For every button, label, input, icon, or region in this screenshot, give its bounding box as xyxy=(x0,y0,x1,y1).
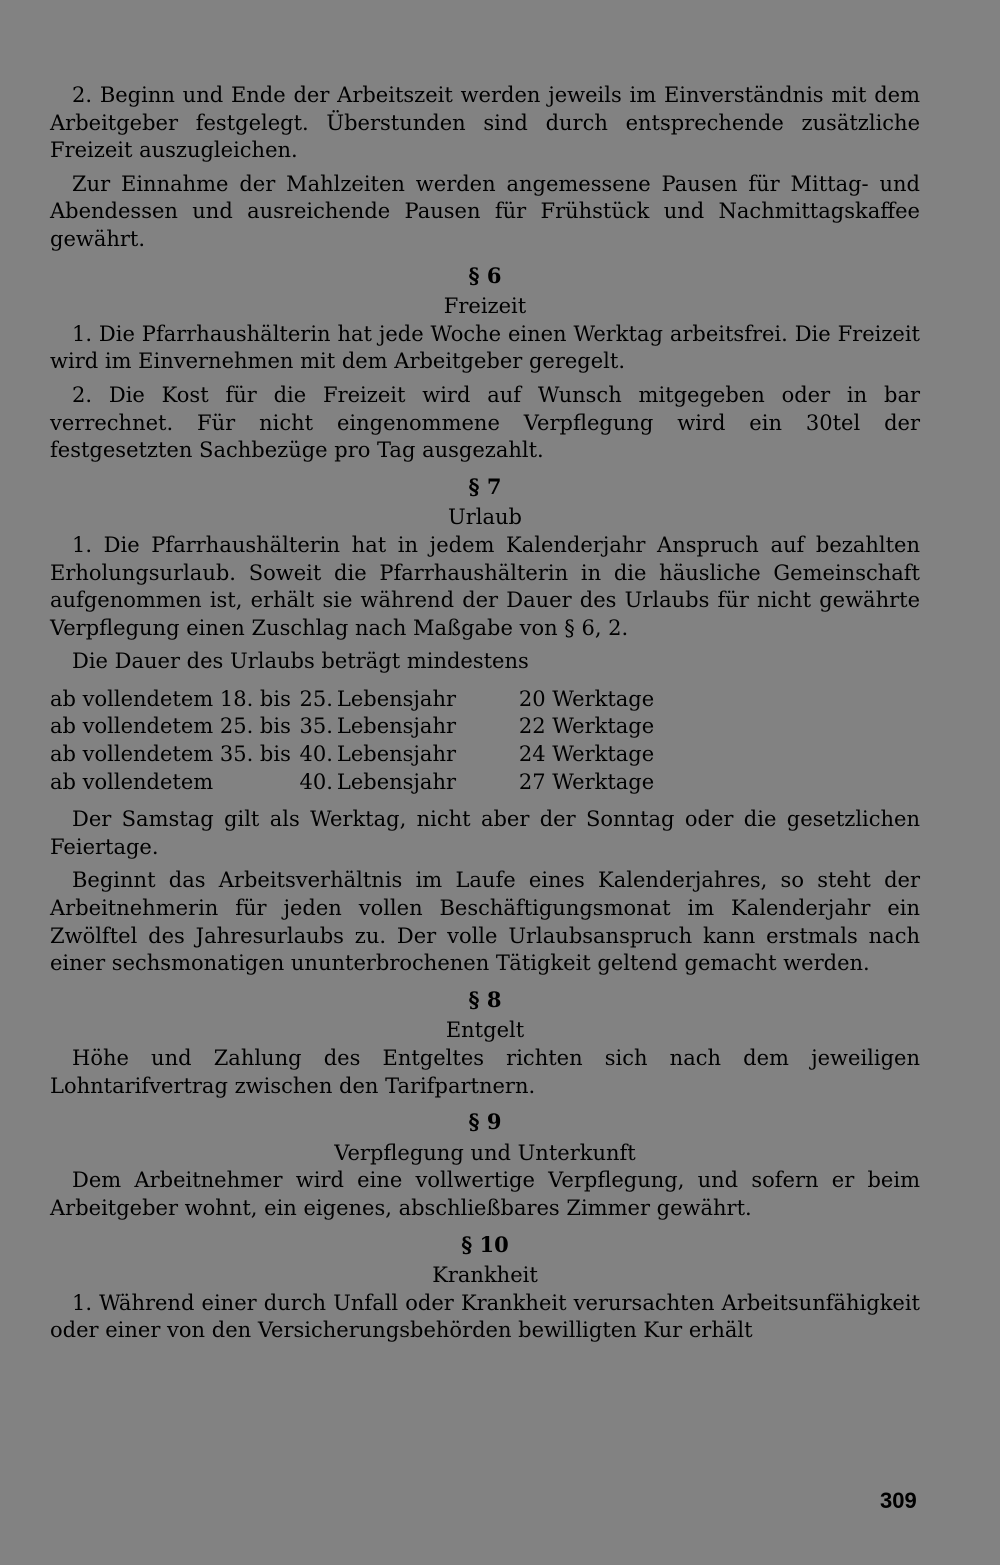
table-cell: 35. xyxy=(299,714,333,739)
table-cell: Lebensjahr xyxy=(336,714,457,739)
paragraph-freizeit-2: 2. Die Kost für die Freizeit wird auf Wunsch mitgegeben oder in bar verrechnet. Für nicht eingenommene Verpflegung wird ein 30tel der festgesetzten Sachbezüge pro Tag ausgezahlt. xyxy=(50,382,920,463)
section-title-krankheit: Krankheit xyxy=(432,1263,538,1288)
table-row xyxy=(50,769,654,797)
table-cell: 27 Werktage xyxy=(518,769,655,794)
section-title-freizeit: Freizeit xyxy=(443,294,527,319)
table-cell: 24 Werktage xyxy=(518,742,655,767)
table-cell: 40. xyxy=(299,742,333,767)
paragraph-freizeit-1: 1. Die Pfarrhaushälterin hat jede Woche einen Werktag arbeitsfrei. Die Freizeit wird im Einvernehmen mit dem Arbeitgeber geregelt. xyxy=(50,321,920,374)
page-number: 309 xyxy=(880,1488,917,1513)
document-page xyxy=(50,82,920,1351)
section-number-9: § 9 xyxy=(468,1109,502,1135)
table-cell: Lebensjahr xyxy=(336,769,457,794)
section-number-6: § 6 xyxy=(468,262,502,288)
table-row xyxy=(50,741,654,769)
table-cell: ab vollendetem 25. bis xyxy=(50,714,291,739)
paragraph-samstag: Der Samstag gilt als Werktag, nicht aber der Sonntag oder die gesetzlichen Feiertage. xyxy=(50,807,920,859)
table-cell: ab vollendetem 18. bis xyxy=(50,686,291,711)
table-cell: Lebensjahr xyxy=(336,686,457,711)
table-row xyxy=(50,713,654,741)
table-cell: Lebensjahr xyxy=(336,742,457,767)
paragraph-entgelt: Höhe und Zahlung des Entgeltes richten sich nach dem jeweiligen Lohntarifvertrag zwischen den Tarifpartnern. xyxy=(50,1046,920,1098)
paragraph-mahlzeiten: Zur Einnahme der Mahlzeiten werden angemessene Pausen für Mittag- und Abendessen und ausreichende Pausen für Frühstück und Nachmittagskaffee gewährt. xyxy=(50,171,920,251)
table-cell: ab vollendetem 35. bis xyxy=(50,742,291,767)
section-number-8: § 8 xyxy=(468,986,502,1012)
table-cell: 25. xyxy=(299,686,333,711)
urlaub-table xyxy=(50,686,654,796)
paragraph-arbeitszeit: 2. Beginn und Ende der Arbeitszeit werden jeweils im Einverständnis mit dem Arbeitgeber festgelegt. Überstunden sind durch entsprechende zusätzliche Freizeit auszugleichen. xyxy=(50,83,920,163)
section-number-7: § 7 xyxy=(468,473,502,499)
paragraph-urlaub-dauer: Die Dauer des Urlaubs beträgt mindestens xyxy=(72,649,529,674)
section-title-verpflegung: Verpflegung und Unterkunft xyxy=(334,1140,636,1165)
section-title-urlaub: Urlaub xyxy=(448,505,522,530)
paragraph-verpflegung: Dem Arbeitnehmer wird eine vollwertige Verpflegung, und sofern er beim Arbeitgeber wohnt, ein eigenes, abschließbares Zimmer gewährt. xyxy=(50,1168,920,1220)
paragraph-krankheit-1: 1. Während einer durch Unfall oder Krankheit verursachten Arbeitsunfähigkeit oder einer von den Versicherungsbehörden bewilligten Kur erhält xyxy=(50,1290,920,1343)
paragraph-urlaub-1: 1. Die Pfarrhaushälterin hat in jedem Kalenderjahr Anspruch auf bezahlten Erholungsurlaub. Soweit die Pfarrhaushälterin in die häusliche Gemeinschaft aufgenommen ist, erhält sie während der Dauer des Urlaubs für nicht gewährte Verpflegung einen Zuschlag nach Maßgabe von § 6, 2. xyxy=(50,532,920,640)
table-cell: 40. xyxy=(299,769,333,794)
table-cell: 22 Werktage xyxy=(518,714,655,739)
paragraph-beginn-arbeitsverhaeltnis: Beginnt das Arbeitsverhältnis im Laufe eines Kalenderjahres, so steht der Arbeitnehmerin für jeden vollen Beschäftigungsmonat im Kalenderjahr ein Zwölftel des Jahresurlaubs zu. Der volle Urlaubsanspruch kann erstmals nach einer sechsmonatigen ununterbrochenen Tätigkeit geltend gemacht werden. xyxy=(50,868,920,976)
table-cell: 20 Werktage xyxy=(518,686,655,711)
table-row xyxy=(50,686,654,714)
table-cell: ab vollendetem xyxy=(50,769,214,794)
section-number-10: § 10 xyxy=(461,1231,509,1257)
section-title-entgelt: Entgelt xyxy=(445,1018,525,1043)
